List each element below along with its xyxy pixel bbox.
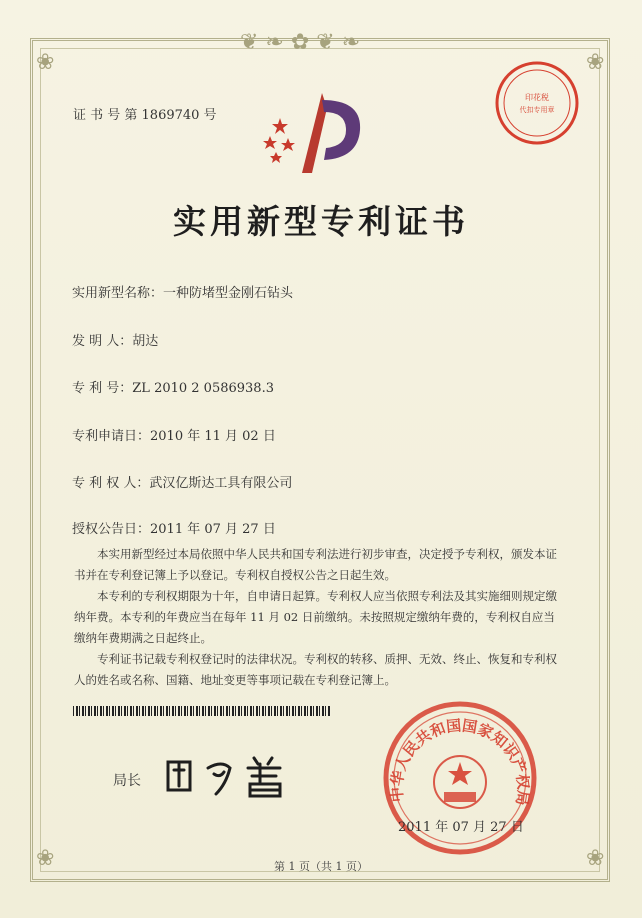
corner-ornament-icon: ❀ <box>36 846 55 871</box>
body-paragraph: 本专利的专利权期限为十年，自申请日起算。专利权人应当依照专利法及其实施细则规定缴纳年费。本专利的年费应当在每年 11 月 02 日前缴纳。未按照规定缴纳年费的，专利权自应当缴纳年费期满之日起终止。 <box>74 589 557 645</box>
body-paragraph: 本实用新型经过本局依照中华人民共和国专利法进行初步审查，决定授予专利权，颁发本证书并在专利登记簿上予以登记。专利权自授权公告之日起生效。 <box>74 547 557 582</box>
director-label: 局长 <box>113 773 141 789</box>
corner-ornament-icon: ❀ <box>586 846 605 871</box>
body-paragraph: 专利证书记载专利权登记时的法律状况。专利权的转移、质押、无效、终止、恢复和专利权人的姓名或名称、国籍、地址变更等事项记载在专利登记簿上。 <box>74 652 557 687</box>
grant-date: 授权公告日：2011 年 07 月 27 日 <box>72 522 276 537</box>
svg-text:中华人民共和国国家知识产权局: 中华人民共和国国家知识产权局 <box>387 716 533 807</box>
seal-date: 2011 年 07 月 27 日 <box>398 820 524 835</box>
corner-ornament-icon: ❀ <box>36 50 55 75</box>
patent-office-logo-icon <box>262 88 372 178</box>
top-ornament-icon: ❦ ❧ ✿ ❦ ❧ <box>240 30 361 55</box>
certificate-body <box>74 544 558 691</box>
inventor: 发 明 人：胡达 <box>72 334 159 349</box>
director-signature-icon <box>160 750 310 800</box>
patent-number: 专 利 号：ZL 2010 2 0586938.3 <box>72 381 274 396</box>
utility-model-name: 实用新型名称：一种防堵型金刚石钻头 <box>72 286 294 301</box>
tax-seal-icon <box>494 60 580 146</box>
certificate-title: 实用新型专利证书 <box>173 202 469 241</box>
application-date: 专利申请日：2010 年 11 月 02 日 <box>72 429 276 444</box>
certificate-number: 证 书 号 第 1869740 号 <box>73 108 217 123</box>
patent-holder: 专 利 权 人：武汉亿斯达工具有限公司 <box>72 476 293 491</box>
svg-text:印花税: 印花税 <box>525 93 549 102</box>
barcode <box>73 706 331 716</box>
svg-text:代扣专用章: 代扣专用章 <box>519 106 555 114</box>
corner-ornament-icon: ❀ <box>586 50 605 75</box>
page-number: 第 1 页（共 1 页） <box>274 860 368 873</box>
